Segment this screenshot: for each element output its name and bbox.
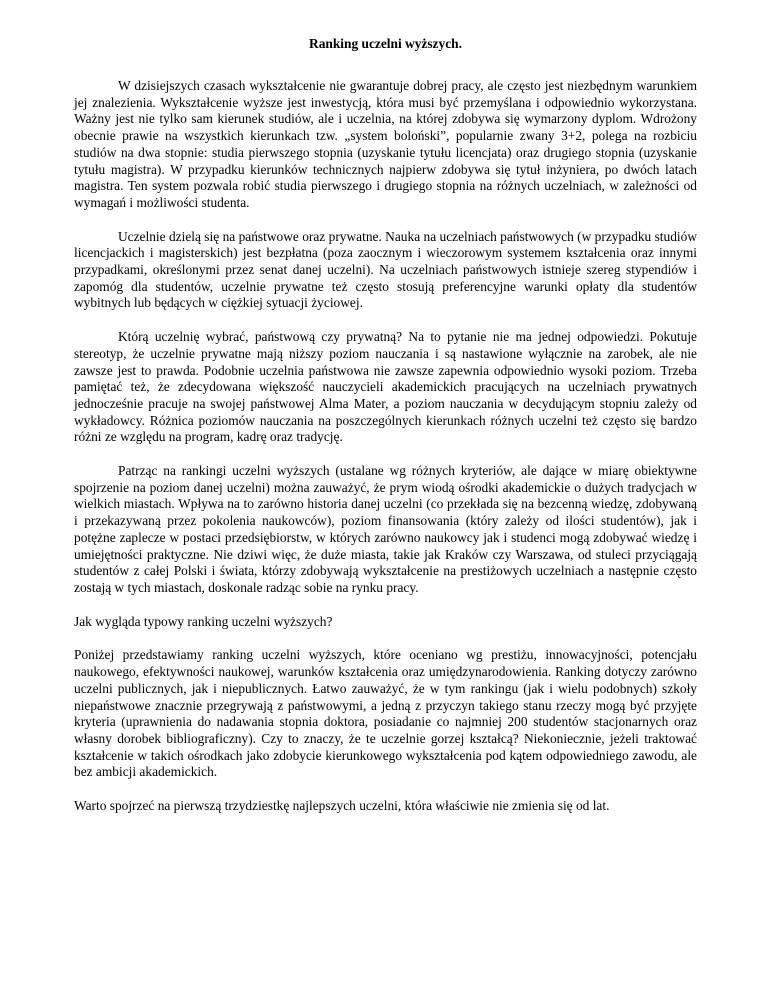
- paragraph-which-university: Którą uczelnię wybrać, państwową czy prywatną? Na to pytanie nie ma jednej odpowiedzi. Pokutuje stereotyp, że uczelnie prywatne mają niższy poziom nauczania i są nastawione wyłącznie na zarobek, ale nie zawsze jest to prawda. Podobnie uczelnia państwowa nie zawsze zapewnia odpowiednio wysoki poziom. Trzeba pamiętać też, że zdecydowana większość nauczycieli akademickich pracujących na uczelniach prywatnych jednocześnie pracuje na swojej państwowej Alma Mater, a poziom nauczania w decydującym stopniu zależy od wykładowcy. Różnica poziomów nauczania na poszczególnych kierunkach różnych uczelni też często się bardzo różni ze względu na program, kadrę oraz tradycję.: [74, 329, 697, 445]
- paragraph-intro: W dzisiejszych czasach wykształcenie nie gwarantuje dobrej pracy, ale często jest niezbędnym warunkiem jej znalezienia. Wykształcenie wyższe jest inwestycją, która musi być przemyślana i odpowiednio wykorzystana. Ważny jest nie tylko sam kierunek studiów, ale i uczelnia, na której zdobywa się wymarzony dyplom. Wdrożony obecnie prawie na wszystkich kierunkach tzw. „system boloński”, popularnie zwany 3+2, polega na rozbiciu studiów na dwa stopnie: studia pierwszego stopnia (uzyskanie tytułu licencjata) oraz drugiego stopnia (uzyskanie tytułu magistra). W przypadku kierunków technicznych najpierw zdobywa się tytuł inżyniera, po dwóch latach magistra. Ten system pozwala robić studia pierwszego i drugiego stopnia na różnych uczelniach, w zależności od wymagań i możliwości studenta.: [74, 78, 697, 210]
- document-title: Ranking uczelni wyższych.: [309, 36, 462, 51]
- paragraph-public-private: Uczelnie dzielą się na państwowe oraz prywatne. Nauka na uczelniach państwowych (w przypadku studiów licencjackich i magisterskich) jest bezpłatna (poza zaocznym i wieczorowym systemem kształcenia oraz innymi przypadkami, określonymi przez senat danej uczelni). Na uczelniach państwowych istnieje szereg stypendiów i zapomóg dla studentów, uczelnie prywatne też często stosują preferencyjne warunki opłaty dla studentów wybitnych lub będących w ciężkiej sytuacji życiowej.: [74, 228, 697, 311]
- paragraph-rankings: Patrząc na rankingi uczelni wyższych (ustalane wg różnych kryteriów, ale dające w miarę obiektywne spojrzenie na poziom danej uczelni) można zauważyć, że prym wiodą ośrodki akademickie o dużych tradycjach w wielkich miastach. Wpływa na to zarówno historia danej uczelni (co przekłada się na bezcenną wiedzę, zdobywaną i przekazywaną przez pokolenia naukowców), poziom finansowania (który zależy od ilości studentów), jak i potężne zaplecze w postaci przedsiębiorstw, w których zarówno naukowcy jak i studenci mogą zdobywać wiedzę i umiejętności praktyczne. Nie dziwi więc, że duże miasta, takie jak Kraków czy Warszawa, od stuleci przyciągają studentów z całej Polski i świata, którzy zdobywają wykształcenie na prestiżowych uczelniach a następnie często zostają w tych miastach, doskonale radząc sobie na rynku pracy.: [74, 463, 697, 595]
- document-page: [74, 34, 697, 832]
- paragraph-ranking-criteria: Poniżej przedstawiamy ranking uczelni wyższych, które oceniano wg prestiżu, innowacyjności, potencjału naukowego, efektywności naukowej, warunków kształcenia oraz umiędzynarodowienia. Ranking dotyczy zarówno uczelni publicznych, jak i niepublicznych. Łatwo zauważyć, że w tym rankingu (jak i wielu podobnych) szkoły niepaństwowe znacznie przegrywają z państwowymi, a jedną z przyczyn takiego stanu rzeczy mogą być przyjęte kryteria (uprawnienia do nadawania stopnia doktora, posiadanie co najmniej 200 studentów stacjonarnych oraz własny dorobek bibliograficzny). Czy to znaczy, że te uczelnie gorzej kształcą? Niekoniecznie, jeżeli traktować kształcenie w takich ośrodkach jako zdobycie kierunkowego wykształcenia pod kątem odpowiedniego zawodu, ale bez ambicji akademickich.: [74, 647, 697, 780]
- paragraph-top-thirty: Warto spojrzeć na pierwszą trzydziestkę najlepszych uczelni, która właściwie nie zmienia się od lat.: [74, 798, 610, 814]
- paragraph-question: Jak wygląda typowy ranking uczelni wyższych?: [74, 613, 333, 629]
